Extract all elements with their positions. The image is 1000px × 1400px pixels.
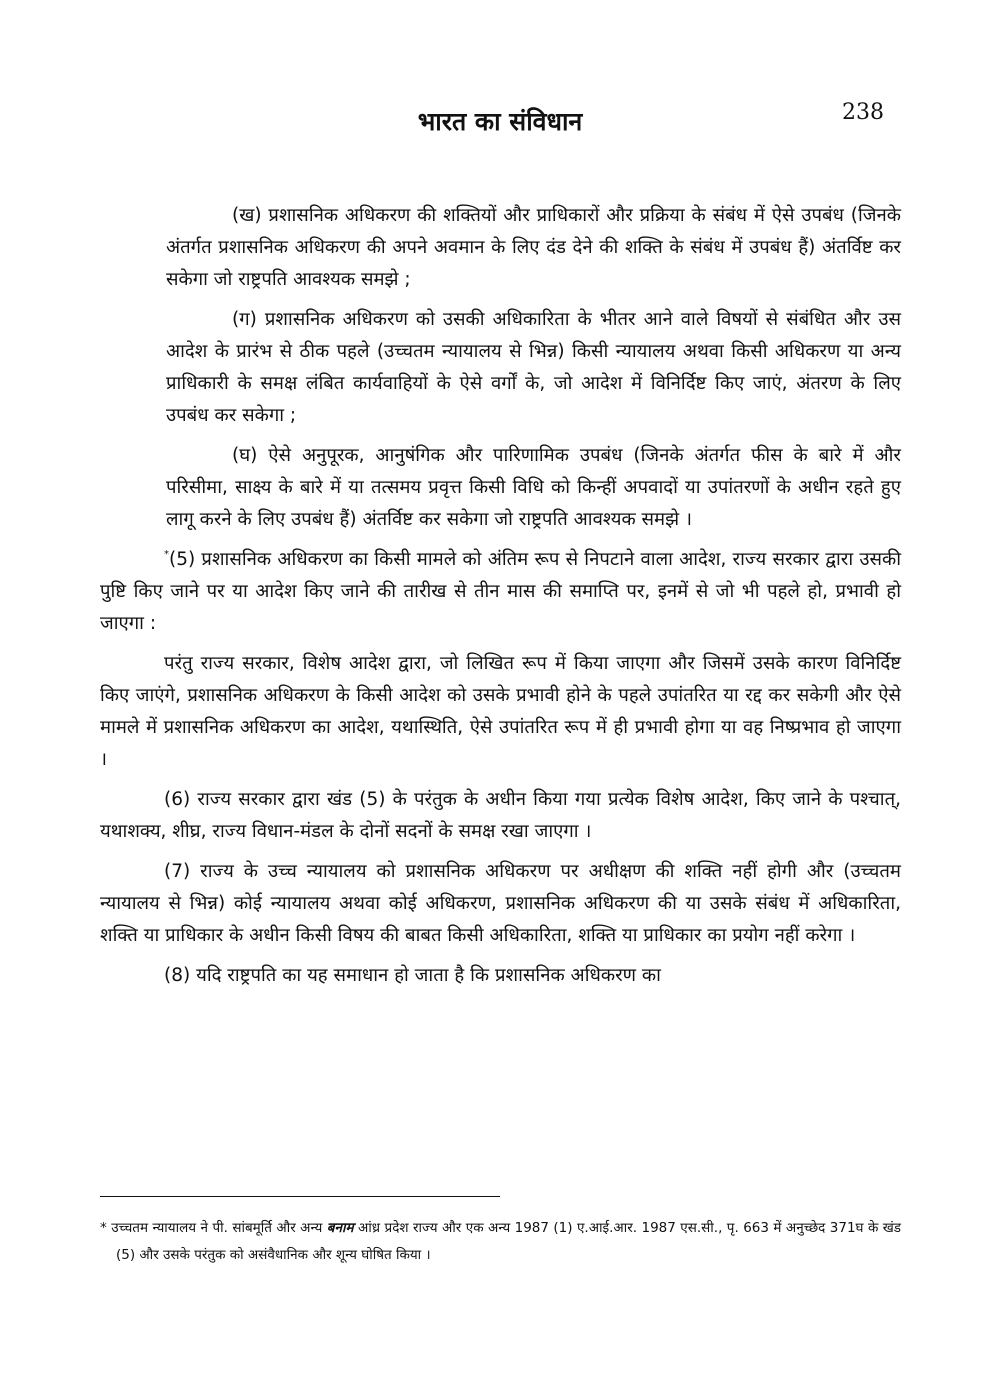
footnote-reference: * (164, 549, 169, 560)
footnote-text-after: आंध्र प्रदेश राज्य और एक अन्य 1987 (1) ए.आई.आर. 1987 एस.सी., पृ. 663 में अनुच्छेद 371घ के खंड (5) और उसके परंतुक को असंवैधानिक और शून्य घोषित किया । (116, 1220, 902, 1263)
clause-kha: (ख) प्रशासनिक अधिकरण की शक्तियों और प्राधिकारों और प्रक्रिया के संबंध में ऐसे उपबंध (जिनके अंतर्गत प्रशासनिक अधिकरण की अपने अवमान के लिए दंड देने की शक्ति के संबंध में उपबंध हैं) अंतर्विष्ट कर सकेगा जो राष्ट्रपति आवश्यक समझे ; (166, 205, 901, 290)
page-title: भारत का संविधान (417, 107, 583, 136)
footnote-divider (100, 1196, 500, 1197)
clause-ga: (ग) प्रशासनिक अधिकरण को उसकी अधिकारिता के भीतर आने वाले विषयों से संबंधित और उस आदेश के प्रारंभ से ठीक पहले (उच्चतम न्यायालय से भिन्न) किसी न्यायालय अथवा किसी अधिकरण या अन्य प्राधिकारी के समक्ष लंबित कार्यवाहियों के ऐसे वर्गों के, जो आदेश में विनिर्दिष्ट किए जाएं, अंतरण के लिए उपबंध कर सकेगा ; (166, 309, 901, 426)
footnote-emphasis: बनाम (326, 1220, 354, 1236)
main-text (100, 200, 901, 1000)
footnote-marker: * (100, 1220, 107, 1236)
clause-6: (6) राज्य सरकार द्वारा खंड (5) के परंतुक के अधीन किया गया प्रत्येक विशेष आदेश, किए जाने के पश्चात्, यथाशक्य, शीघ्र, राज्य विधान-मंडल के दोनों सदनों के समक्ष रखा जाएगा । (100, 789, 901, 842)
clause-5-text: (5) प्रशासनिक अधिकरण का किसी मामले को अंतिम रूप से निपटाने वाला आदेश, राज्य सरकार द्वारा उसकी पुष्टि किए जाने पर या आदेश किए जाने की तारीख से तीन मास की समाप्ति पर, इनमें से जो भी पहले हो, प्रभावी हो जाएगा : (100, 549, 901, 634)
clause-gha: (घ) ऐसे अनुपूरक, आनुषंगिक और पारिणामिक उपबंध (जिनके अंतर्गत फीस के बारे में और परिसीमा, साक्ष्य के बारे में या तत्समय प्रवृत्त किसी विधि को किन्हीं अपवादों या उपांतरणों के अधीन रहते हुए लागू करने के लिए उपबंध हैं) अंतर्विष्ट कर सकेगा जो राष्ट्रपति आवश्यक समझे । (166, 445, 901, 530)
proviso: परंतु राज्य सरकार, विशेष आदेश द्वारा, जो लिखित रूप में किया जाएगा और जिसमें उसके कारण विनिर्दिष्ट किए जाएंगे, प्रशासनिक अधिकरण के किसी आदेश को उसके प्रभावी होने के पहले उपांतरित या रद्द कर सकेगी और ऐसे मामले में प्रशासनिक अधिकरण का आदेश, यथास्थिति, ऐसे उपांतरित रूप में ही प्रभावी होगा या वह निष्प्रभाव हो जाएगा । (100, 653, 901, 770)
clause-8: (8) यदि राष्ट्रपति का यह समाधान हो जाता है कि प्रशासनिक अधिकरण का (164, 965, 661, 986)
footnote-text-before: उच्चतम न्यायालय ने पी. सांबमूर्ति और अन्य (111, 1220, 323, 1236)
clause-7: (7) राज्य के उच्च न्यायालय को प्रशासनिक अधिकरण पर अधीक्षण की शक्ति नहीं होगी और (उच्चतम न्यायालय से भिन्न) कोई न्यायालय अथवा कोई अधिकरण, प्रशासनिक अधिकरण की या उसके संबंध में अधिकारिता, शक्ति या प्राधिकार के अधीन किसी विषय की बाबत किसी अधिकारिता, शक्ति या प्राधिकार का प्रयोग नहीं करेगा । (100, 861, 901, 946)
footnote (100, 1215, 901, 1269)
clause-5 (100, 544, 901, 640)
page-number: 238 (842, 100, 884, 125)
